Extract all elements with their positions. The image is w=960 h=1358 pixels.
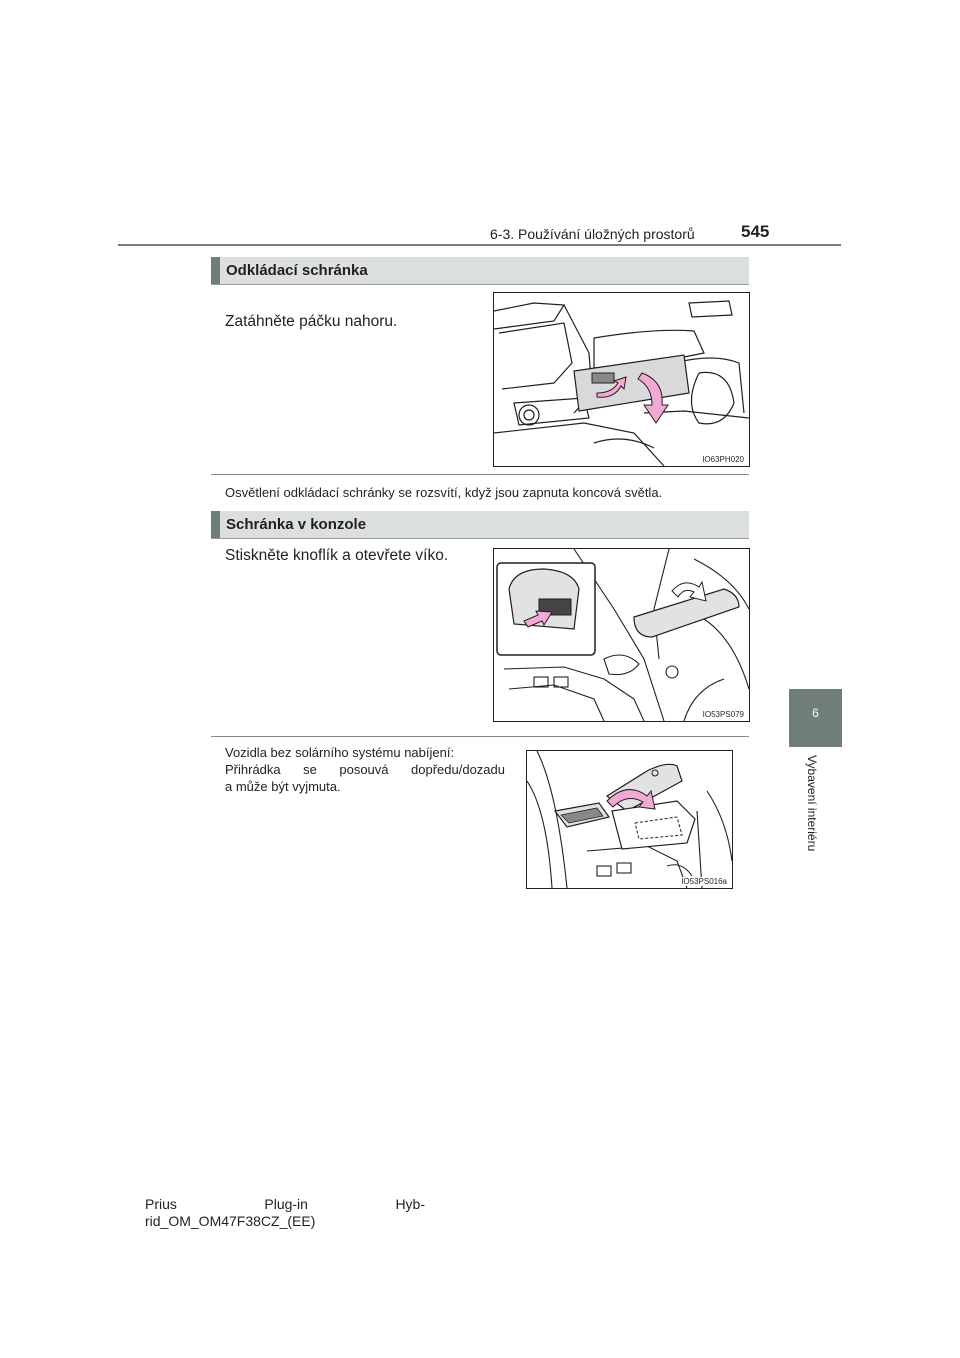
tray-line: a může být vyjmuta.	[225, 779, 341, 794]
chapter-title: Vybavení interiéru	[805, 755, 819, 852]
header-rule	[118, 244, 841, 246]
console-figure	[493, 548, 750, 722]
document-footer	[145, 1196, 425, 1230]
glovebox-instruction: Zatáhněte páčku nahoru.	[225, 313, 398, 330]
section-heading-glovebox	[211, 257, 749, 285]
section-separator	[211, 736, 749, 737]
heading-accent-bar	[211, 257, 220, 284]
console-instruction: Stiskněte knoflík a otevřete víko.	[225, 547, 449, 564]
tray-line: Přihrádka se posouvá dopředu/dozadu	[225, 762, 505, 777]
console-illustration	[494, 549, 749, 721]
figure-code: IO53PS016a	[681, 877, 727, 886]
glovebox-figure	[493, 292, 750, 467]
section-heading-text: Schránka v konzole	[226, 516, 367, 533]
footer-line-2: rid_OM_OM47F38CZ_(EE)	[145, 1213, 316, 1229]
section-heading-text: Odkládací schránka	[226, 262, 368, 279]
heading-accent-bar	[211, 511, 220, 538]
figure-code: IO63PH020	[702, 455, 744, 464]
tray-figure	[526, 750, 733, 889]
tray-line: Vozidla bez solárního systému nabíjení:	[225, 745, 455, 760]
figure-code: IO53PS079	[702, 710, 744, 719]
footer-word: Prius	[145, 1196, 177, 1212]
glovebox-light-note: Osvětlení odkládací schránky se rozsvítí, když jsou zapnuta koncová světla.	[225, 485, 663, 500]
tray-illustration	[527, 751, 732, 888]
footer-word: Plug-in	[264, 1196, 308, 1212]
section-heading-console	[211, 511, 749, 539]
footer-line-1	[145, 1196, 425, 1213]
chapter-title-vertical	[805, 755, 819, 885]
tray-paragraph	[225, 744, 505, 795]
glovebox-illustration	[494, 293, 749, 466]
page-number: 545	[741, 222, 770, 241]
running-header-title: 6-3. Používání úložných prostorů	[490, 226, 695, 242]
section-separator	[211, 474, 749, 475]
chapter-number: 6	[812, 706, 819, 720]
footer-word: Hyb-	[395, 1196, 425, 1212]
